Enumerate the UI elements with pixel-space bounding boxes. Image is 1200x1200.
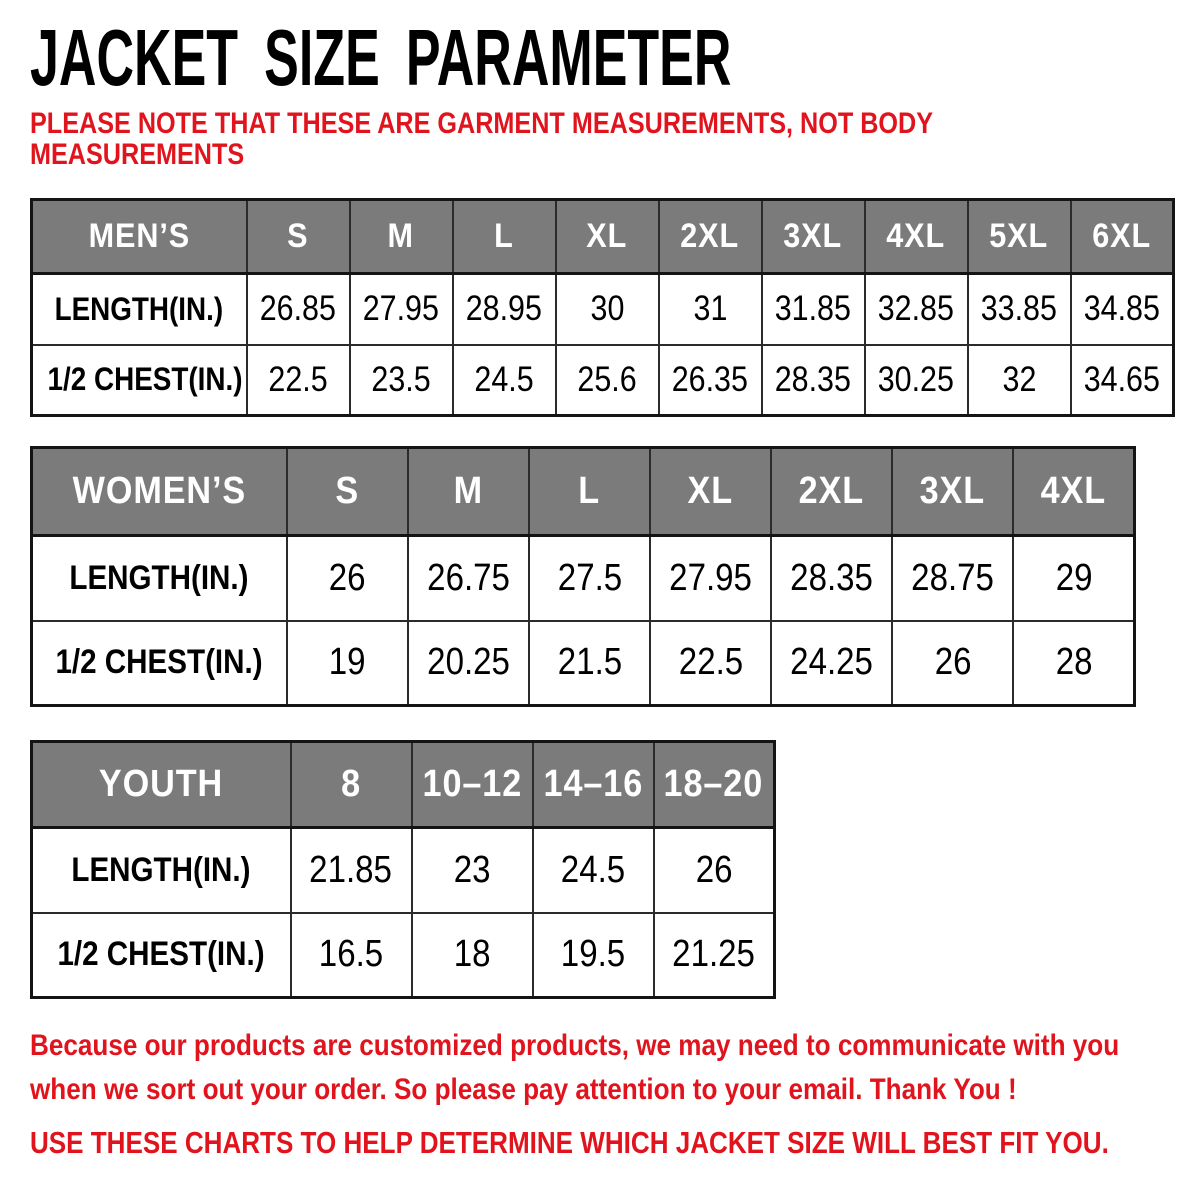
row-label: LENGTH(IN.) bbox=[69, 558, 249, 597]
youth-size-table bbox=[30, 740, 776, 999]
measurement-value-cell bbox=[659, 274, 762, 345]
measurement-value: 26.75 bbox=[427, 556, 510, 599]
measurement-value: 26 bbox=[695, 848, 733, 891]
measurement-value: 34.65 bbox=[1083, 359, 1160, 399]
womens-size-header-cell bbox=[1013, 448, 1134, 536]
womens-size-header-cell bbox=[892, 448, 1013, 536]
header-cell-label: S bbox=[335, 470, 360, 512]
measurement-value: 25.6 bbox=[577, 359, 637, 399]
measurement-value: 18 bbox=[453, 933, 491, 976]
measurement-value-cell bbox=[654, 828, 775, 913]
measurement-value: 32 bbox=[1002, 359, 1036, 399]
measurement-value-cell bbox=[350, 345, 453, 416]
header-cell-label: M bbox=[453, 470, 484, 512]
measurement-value-cell bbox=[659, 345, 762, 416]
measurement-value: 27.95 bbox=[362, 289, 440, 329]
header-cell-label: 4XL bbox=[1040, 470, 1107, 512]
row-label-cell bbox=[32, 621, 287, 706]
mens-size-header-cell bbox=[968, 200, 1071, 274]
measurement-value-cell bbox=[968, 345, 1071, 416]
header-cell-label: 3XL bbox=[920, 470, 986, 512]
header-cell-label: L bbox=[578, 470, 601, 512]
measurement-value: 27.95 bbox=[669, 556, 752, 599]
measurement-value-cell bbox=[408, 621, 529, 706]
youth-size-header-cell bbox=[654, 742, 775, 828]
measurement-value: 24.5 bbox=[474, 359, 534, 399]
measurement-value: 30.25 bbox=[877, 359, 955, 399]
youth-size-header-cell bbox=[412, 742, 533, 828]
header-cell-label: 5XL bbox=[989, 217, 1049, 255]
measurement-value-cell bbox=[892, 536, 1013, 621]
measurement-value: 23.5 bbox=[371, 359, 431, 399]
mens-size-header-cell bbox=[556, 200, 659, 274]
customization-notice-line-1: Because our products are customized products, we may need to communicate with you bbox=[30, 1029, 1120, 1062]
measurement-value: 31.85 bbox=[774, 289, 852, 329]
mens-table-title-cell bbox=[32, 200, 247, 274]
mens-data-row bbox=[32, 274, 1174, 345]
measurement-value-cell bbox=[650, 536, 771, 621]
measurement-value-cell bbox=[412, 828, 533, 913]
header-cell-label: XL bbox=[687, 470, 734, 512]
header-cell-label: M bbox=[387, 217, 415, 255]
measurement-value-cell bbox=[1071, 345, 1174, 416]
measurement-value: 24.5 bbox=[560, 848, 626, 891]
measurement-value: 16.5 bbox=[318, 933, 384, 976]
youth-header-row bbox=[32, 742, 775, 828]
row-label: 1/2 CHEST(IN.) bbox=[47, 361, 243, 398]
measurement-value: 20.25 bbox=[427, 641, 510, 684]
measurement-value: 34.85 bbox=[1083, 289, 1160, 329]
measurement-value: 26.35 bbox=[671, 359, 749, 399]
womens-data-row bbox=[32, 621, 1135, 706]
measurement-value: 21.5 bbox=[557, 641, 622, 684]
mens-data-row bbox=[32, 345, 1174, 416]
header-cell-label: 3XL bbox=[783, 217, 843, 255]
row-label: LENGTH(IN.) bbox=[71, 850, 251, 889]
measurement-value: 28 bbox=[1055, 641, 1093, 684]
measurement-value-cell bbox=[654, 913, 775, 998]
page-title: JACKET SIZE PARAMETER bbox=[30, 13, 732, 102]
mens-header-row bbox=[32, 200, 1174, 274]
measurement-value-cell bbox=[968, 274, 1071, 345]
measurement-value: 21.85 bbox=[309, 848, 393, 891]
mens-size-header-cell bbox=[659, 200, 762, 274]
header-cell-label: S bbox=[287, 217, 309, 255]
row-label-cell bbox=[32, 828, 291, 913]
measurement-value: 28.95 bbox=[465, 289, 543, 329]
measurement-value-cell bbox=[1071, 274, 1174, 345]
row-label-cell bbox=[32, 913, 291, 998]
note-line-1: PLEASE NOTE THAT THESE ARE GARMENT MEASUREMENTS, NOT BODY bbox=[30, 107, 934, 140]
row-label: 1/2 CHEST(IN.) bbox=[55, 643, 263, 682]
measurement-value: 26 bbox=[934, 641, 972, 684]
measurement-value-cell bbox=[529, 536, 650, 621]
youth-size-header-cell bbox=[291, 742, 412, 828]
header-cell-label: 14–16 bbox=[543, 763, 643, 805]
measurement-value-cell bbox=[1013, 536, 1134, 621]
header-cell-label: L bbox=[494, 217, 514, 255]
measurement-value: 24.25 bbox=[790, 641, 874, 684]
measurement-value-cell bbox=[1013, 621, 1134, 706]
header-cell-label: 18–20 bbox=[663, 763, 764, 805]
mens-size-header-cell bbox=[350, 200, 453, 274]
measurement-value: 28.35 bbox=[774, 359, 852, 399]
measurement-value-cell bbox=[408, 536, 529, 621]
header-cell-label: XL bbox=[586, 217, 628, 255]
mens-size-table bbox=[30, 198, 1175, 417]
measurement-value-cell bbox=[350, 274, 453, 345]
row-label-cell bbox=[32, 274, 247, 345]
mens-size-header-cell bbox=[865, 200, 968, 274]
measurement-value: 32.85 bbox=[877, 289, 955, 329]
measurement-value-cell bbox=[556, 274, 659, 345]
youth-data-row bbox=[32, 913, 775, 998]
row-label: LENGTH(IN.) bbox=[54, 290, 224, 327]
measurement-value-cell bbox=[247, 345, 350, 416]
garment-measurement-note bbox=[30, 108, 1105, 170]
measurement-value-cell bbox=[556, 345, 659, 416]
measurement-value: 33.85 bbox=[980, 289, 1058, 329]
youth-data-row bbox=[32, 828, 775, 913]
measurement-value: 29 bbox=[1055, 556, 1093, 599]
header-cell-label: 4XL bbox=[886, 217, 946, 255]
measurement-value: 22.5 bbox=[268, 359, 328, 399]
customization-notice-line-2: when we sort out your order. So please pay attention to your email. Thank You ! bbox=[30, 1073, 1017, 1106]
note-line-2: MEASUREMENTS bbox=[30, 138, 245, 171]
youth-table-title-cell bbox=[32, 742, 291, 828]
measurement-value-cell bbox=[762, 274, 865, 345]
womens-size-header-cell bbox=[287, 448, 408, 536]
header-cell-label: 2XL bbox=[680, 217, 740, 255]
measurement-value: 27.5 bbox=[557, 556, 622, 599]
measurement-value-cell bbox=[287, 536, 408, 621]
womens-size-header-cell bbox=[771, 448, 892, 536]
customization-notice bbox=[30, 1024, 1200, 1112]
measurement-value-cell bbox=[892, 621, 1013, 706]
womens-header-row bbox=[32, 448, 1135, 536]
header-cell-label: 6XL bbox=[1092, 217, 1152, 255]
measurement-value: 28.35 bbox=[790, 556, 874, 599]
mens-size-header-cell bbox=[1071, 200, 1174, 274]
measurement-value-cell bbox=[771, 621, 892, 706]
measurement-value: 26.85 bbox=[259, 289, 337, 329]
measurement-value: 30 bbox=[590, 289, 624, 329]
measurement-value-cell bbox=[453, 345, 556, 416]
row-label: 1/2 CHEST(IN.) bbox=[57, 935, 265, 974]
measurement-value-cell bbox=[865, 345, 968, 416]
measurement-value: 21.25 bbox=[672, 933, 756, 976]
measurement-value-cell bbox=[291, 913, 412, 998]
measurement-value-cell bbox=[762, 345, 865, 416]
mens-size-header-cell bbox=[762, 200, 865, 274]
measurement-value: 22.5 bbox=[678, 641, 743, 684]
measurement-value-cell bbox=[533, 913, 654, 998]
measurement-value: 19.5 bbox=[560, 933, 626, 976]
womens-table-title-cell bbox=[32, 448, 287, 536]
measurement-value-cell bbox=[247, 274, 350, 345]
measurement-value-cell bbox=[533, 828, 654, 913]
header-cell-label: WOMEN’S bbox=[72, 470, 247, 512]
row-label-cell bbox=[32, 536, 287, 621]
header-cell-label: MEN’S bbox=[88, 217, 190, 255]
measurement-value: 28.75 bbox=[911, 556, 995, 599]
measurement-value-cell bbox=[650, 621, 771, 706]
measurement-value: 26 bbox=[328, 556, 366, 599]
row-label-cell bbox=[32, 345, 247, 416]
header-cell-label: 8 bbox=[341, 763, 361, 805]
mens-size-header-cell bbox=[453, 200, 556, 274]
header-cell-label: 2XL bbox=[798, 470, 865, 512]
womens-size-header-cell bbox=[650, 448, 771, 536]
mens-size-header-cell bbox=[247, 200, 350, 274]
womens-size-table bbox=[30, 446, 1136, 707]
measurement-value-cell bbox=[529, 621, 650, 706]
header-cell-label: YOUTH bbox=[99, 763, 224, 805]
measurement-value-cell bbox=[412, 913, 533, 998]
header-cell-label: 10–12 bbox=[422, 763, 522, 805]
measurement-value: 31 bbox=[693, 289, 727, 329]
youth-size-header-cell bbox=[533, 742, 654, 828]
measurement-value-cell bbox=[865, 274, 968, 345]
womens-size-header-cell bbox=[529, 448, 650, 536]
measurement-value-cell bbox=[287, 621, 408, 706]
womens-size-header-cell bbox=[408, 448, 529, 536]
measurement-value-cell bbox=[291, 828, 412, 913]
measurement-value: 19 bbox=[328, 641, 366, 684]
measurement-value-cell bbox=[453, 274, 556, 345]
size-chart-usage-note: USE THESE CHARTS TO HELP DETERMINE WHICH JACKET SIZE WILL BEST FIT YOU. bbox=[30, 1125, 1109, 1160]
womens-data-row bbox=[32, 536, 1135, 621]
measurement-value: 23 bbox=[453, 848, 491, 891]
measurement-value-cell bbox=[771, 536, 892, 621]
